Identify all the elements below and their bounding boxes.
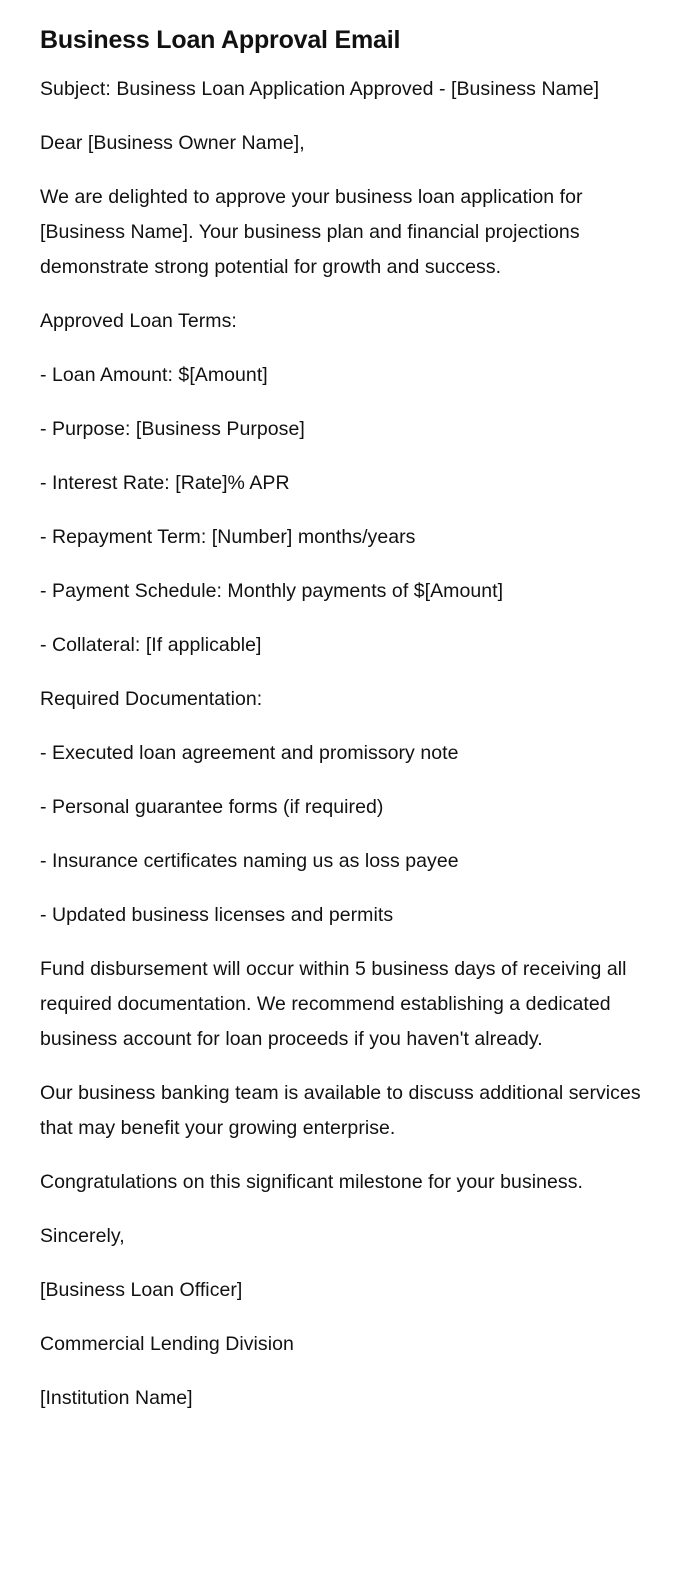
banking-team-paragraph: Our business banking team is available to discuss additional services that may benefit your growing enterprise. [40, 1082, 641, 1139]
loan-term-item: - Purpose: [Business Purpose] [40, 418, 305, 440]
documentation-item: - Personal guarantee forms (if required) [40, 796, 384, 818]
document-title: Business Loan Approval Email [40, 26, 401, 54]
subject-line: Subject: Business Loan Application Approved - [Business Name] [40, 78, 600, 100]
closing-salutation: Sincerely, [40, 1225, 125, 1247]
documentation-item: - Executed loan agreement and promissory note [40, 742, 459, 764]
loan-term-item: - Payment Schedule: Monthly payments of $[Amount] [40, 580, 504, 602]
signature-division: Commercial Lending Division [40, 1333, 294, 1355]
signature-institution: [Institution Name] [40, 1387, 193, 1409]
loan-term-item: - Interest Rate: [Rate]% APR [40, 472, 290, 494]
loan-term-item: - Collateral: [If applicable] [40, 634, 262, 656]
intro-paragraph: We are delighted to approve your business loan application for [Business Name]. Your business plan and financial projections demonstrate strong potential for growth and success. [40, 186, 583, 278]
email-document [40, 22, 650, 1435]
loan-term-item: - Loan Amount: $[Amount] [40, 364, 268, 386]
loan-terms-heading: Approved Loan Terms: [40, 310, 237, 332]
signature-name: [Business Loan Officer] [40, 1279, 243, 1301]
documentation-heading: Required Documentation: [40, 688, 263, 710]
loan-term-item: - Repayment Term: [Number] months/years [40, 526, 416, 548]
greeting: Dear [Business Owner Name], [40, 132, 305, 154]
congratulations-paragraph: Congratulations on this significant milestone for your business. [40, 1171, 583, 1193]
documentation-item: - Insurance certificates naming us as loss payee [40, 850, 459, 872]
documentation-item: - Updated business licenses and permits [40, 904, 394, 926]
disbursement-paragraph: Fund disbursement will occur within 5 business days of receiving all required documentation. We recommend establishing a dedicated business account for loan proceeds if you haven't already. [40, 958, 627, 1050]
